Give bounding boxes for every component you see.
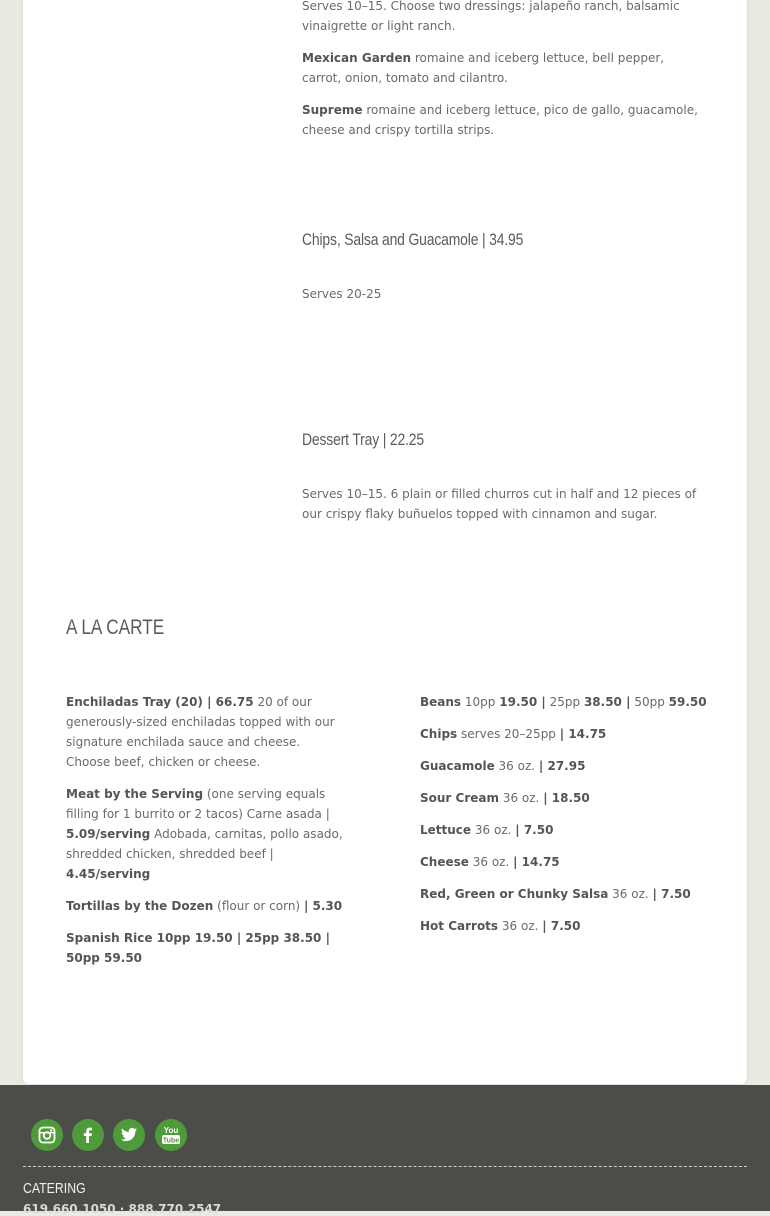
instagram-icon[interactable]	[31, 1119, 63, 1151]
cheese-item	[420, 852, 720, 872]
menu-card	[23, 0, 747, 1084]
item-price: 38.50 |	[583, 695, 631, 709]
item-price: | 18.50	[543, 791, 590, 805]
item-desc: 36 oz.	[472, 855, 510, 869]
a-la-carte-left-column	[66, 692, 348, 980]
hot-carrots-item	[420, 916, 720, 936]
item-name: Hot Carrots	[420, 919, 499, 933]
item-name: Mexican Garden	[302, 51, 412, 65]
chips-desc: Serves 20-25	[302, 287, 382, 301]
salsa-item	[420, 884, 720, 904]
youtube-label-bottom: Tube	[162, 1137, 180, 1145]
item-name: Beans	[420, 695, 462, 709]
chips-title: Chips, Salsa and Guacamole | 34.95	[302, 230, 524, 249]
item-price: | 27.95	[538, 759, 586, 773]
item-name: Enchiladas Tray (20) | 66.75	[66, 695, 254, 709]
item-name: Sour Cream	[420, 791, 499, 805]
item-price: | 7.50	[515, 823, 554, 837]
item-desc: 10pp	[464, 695, 496, 709]
item-desc: 36 oz.	[612, 887, 649, 901]
beans-item	[420, 692, 720, 712]
item-price: 5.09/serving	[66, 827, 151, 841]
lettuce-item	[420, 820, 720, 840]
chips-side-item	[420, 724, 720, 744]
item-desc: Adobada, carnitas, pollo asado, shredded chicken, shredded beef |	[66, 827, 343, 861]
sour-cream-item	[420, 788, 720, 808]
item-desc: (flour or corn)	[217, 899, 301, 913]
item-name: Supreme	[302, 103, 363, 117]
item-name: Tortillas by the Dozen	[66, 899, 214, 913]
item-desc: 20 of our generously-sized enchiladas topped with our signature enchilada sauce and cheese. Choose beef, chicken or cheese.	[66, 695, 335, 769]
a-la-carte-right-column	[420, 692, 720, 948]
enchiladas-item	[66, 692, 348, 772]
item-name: Guacamole	[420, 759, 495, 773]
item-name: Cheese	[420, 855, 469, 869]
tortillas-item	[66, 896, 348, 916]
footer-catering-label: CATERING	[23, 1180, 86, 1197]
item-price: 59.50	[668, 695, 707, 709]
mexican-garden-item	[302, 48, 702, 88]
site-footer	[0, 1085, 770, 1216]
item-name: Red, Green or Chunky Salsa	[420, 887, 609, 901]
twitter-icon[interactable]	[113, 1119, 145, 1151]
meat-item	[66, 784, 348, 884]
facebook-icon[interactable]	[72, 1119, 104, 1151]
item-name: Lettuce	[420, 823, 472, 837]
footer-divider	[23, 1166, 747, 1167]
dessert-title: Dessert Tray | 22.25	[302, 430, 424, 449]
salads-serves-text: Serves 10–15. Choose two dressings: jalapeño ranch, balsamic vinaigrette or light ranch.	[302, 0, 680, 33]
item-desc: 36 oz.	[502, 791, 540, 805]
item-desc: romaine and iceberg lettuce, bell pepper, carrot, onion, tomato and cilantro.	[302, 51, 665, 85]
supreme-item	[302, 100, 707, 140]
item-desc: 50pp	[634, 695, 665, 709]
item-desc: 25pp	[549, 695, 581, 709]
item-price: | 7.50	[542, 919, 581, 933]
item-price: | 14.75	[513, 855, 560, 869]
guacamole-item	[420, 756, 720, 776]
item-price: 4.45/serving	[66, 867, 151, 881]
item-desc: serves 20–25pp	[461, 727, 556, 741]
item-desc: (one serving equals filling for 1 burrito or 2 tacos) Carne asada |	[66, 787, 330, 821]
item-price: | 5.30	[303, 899, 343, 913]
spanish-rice-item	[66, 928, 348, 968]
item-desc: 36 oz.	[498, 759, 536, 773]
item-name: Chips	[420, 727, 458, 741]
item-desc: romaine and iceberg lettuce, pico de gallo, guacamole, cheese and crispy tortilla strips.	[302, 103, 698, 137]
item-desc: 36 oz.	[501, 919, 539, 933]
footer-phone[interactable]: 619.660.1050 · 888.770.2547	[23, 1202, 222, 1216]
item-text: Spanish Rice 10pp 19.50 | 25pp 38.50 | 50pp 59.50	[66, 931, 330, 965]
item-price: 19.50 |	[499, 695, 546, 709]
a-la-carte-title: A LA CARTE	[66, 616, 165, 639]
youtube-icon[interactable]	[155, 1119, 187, 1151]
item-name: Meat by the Serving	[66, 787, 204, 801]
item-desc: 36 oz.	[474, 823, 512, 837]
item-price: | 7.50	[652, 887, 691, 901]
youtube-label-top: You	[163, 1126, 179, 1135]
dessert-desc: Serves 10–15. 6 plain or filled churros cut in half and 12 pieces of our crispy flaky buñuelos topped with cinnamon and sugar.	[302, 487, 697, 521]
item-price: | 14.75	[559, 727, 607, 741]
